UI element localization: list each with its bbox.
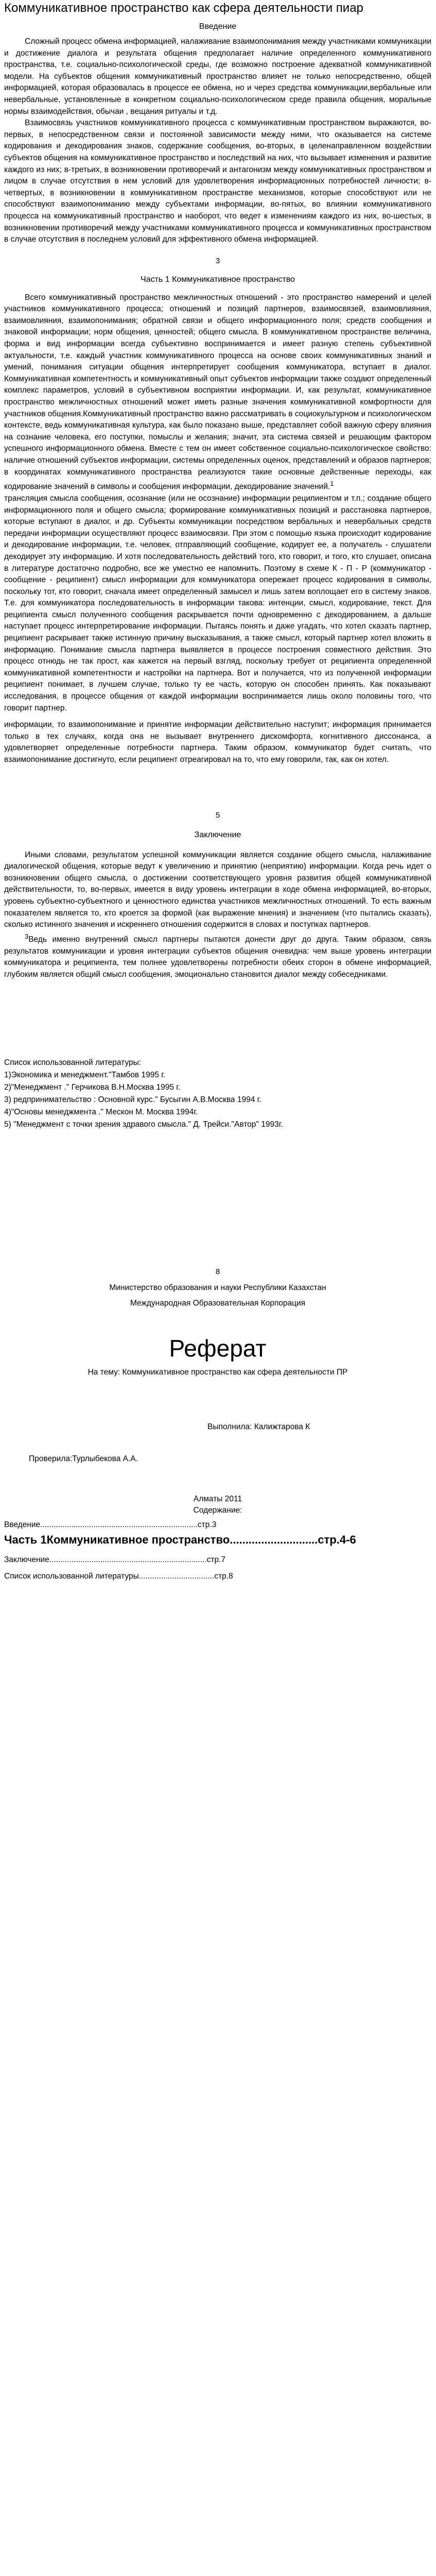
- ministry-line: Министерство образования и науки Республики Казахстан: [109, 1283, 326, 1293]
- university-line: Международная Образовательная Корпорация: [130, 1299, 306, 1308]
- conclusion-paragraph: Иными словами, результатом успешной коммуникации является создание общего смысла, налаживание диалогической общения, которые ведут к увеличению и принятию (неприятию) информации. Когда речь идет о возникновении общего смысла, о достижении соответствующего уровня развития общей коммуникативной действительности, то, во-первых, имеется в виду уровень интеграции в ходе обмена информацией, во-вторых, уровень субъектно-субъектного и ценностного единства участников межличностных отношений. То есть важным показателем является то, кто кроется за формой (как выражение мнения) и значением (что пытались сказать), сколько истинного значения и искреннего отношения содержится в словах и поступках партнеров.: [4, 850, 431, 929]
- reference-item: 3) редпринимательство : Основной курс." Бусыгин А.В.Москва 1994 г.: [4, 1095, 261, 1105]
- reference-item: 1)Экономика и менеджмент."Тамбов 1995 г.: [4, 1071, 166, 1080]
- intro-paragraph: Взаимосвязь участников коммуникативного процесса с коммуникативным пространством выражаются, во-первых, в непосредственном связи и постоянной зависимости между ними, что оказывается на системе кодирования и декодирования знаков, содержание сообщения, во-вторых, в целенаправленном воздействии субъектов общения на коммуникативное пространство и последствий на них, что вызывает изменения и развитие каждого из них; в-третьих, в возникновении противоречий и антагонизм между коммуникативных пространством и лицом в случае отсутствия в нем условий для удовлетворения информационных потребностей личности; в-четвертых, в возникновении в коммуникативном пространстве механизмов, которые способствуют или не способствуют взаимопониманию между субъектами информации, во-пятых, во влиянии коммуникативного процесса на коммуникативный пространство и наоборот, что ведет к изменениям каждого из них, во-шестых, в возникновении противоречий между участниками коммуникативного процесса и коммуникативных пространством в случае отсутствия в последнем условий для эффективного обмена информацией.: [4, 118, 431, 244]
- cover-topic: На тему: Коммуникативное пространство как сфера деятельности ПР: [88, 1368, 348, 1377]
- footnote-mark: 3: [25, 932, 29, 940]
- toc-entry: Введение.......................................................................стр.3: [4, 1520, 217, 1530]
- toc-entry-bold: Часть 1Коммуникативное пространство............................стр.4-6: [4, 1533, 356, 1547]
- toc-entry: Заключение.......................................................................стр.7: [4, 1555, 225, 1565]
- chapter1-paragraph: Всего коммуникативный пространство межличностных отношений - это пространство намерений и целей участников коммуникативного процесса; отношений и позиций партнеров, взаимосвязей, взаимовлияния, взаимовлияния, взаимопонимания; обратной связи и общего информационного поля; средств сообщения и знаковой информации; норм общения, ценностей; общего смысла. В коммуникативном пространстве величина, форма и вид информации всегда субъективно воспринимается и имеет разную степень субъективной актуальности, т.е. каждый участник коммуникативного процесса на основе своих коммуникативных знаний и умений, понимания ситуации общения интерпретирует сообщения коммуникатора, вступает в диалог. Коммуникативная компетентность и коммуникативный опыт субъектов информации также создают определенный комплекс параметров, условий в субъективном восприятии информации. И, как результат, коммуникативное пространство межличностных отношений может иметь разные значения коммуникативной комфортности для участников общения.Коммуникативный пространство важно рассматривать в социокультурном и психологическом контексте, ведь коммуникативная культура, как было показано выше, представляет собой важную сферу влияния на сознание человека, его поступки, помыслы и желания; значит, эта система связей и решающим фактором успешного информационного обмена. Вместе с тем он имеет собственное социально-психологическое свойство: наличие отношений субъектов информации, системы определенных оценок, представлений и образов партнеров; в координатах коммуникативного пространства реализуются такие основные действенные переходы, как кодирование значений в символы и сообщения информации, декодирование значений.$^1$: [4, 293, 431, 492]
- chapter1-heading: Часть 1 Коммуникативное пространство: [141, 275, 295, 284]
- intro-heading: Введение: [199, 22, 237, 31]
- city-year: Алматы 2011: [193, 1495, 242, 1504]
- chapter1-paragraph: трансляция смысла сообщения, осознание (или не осознание) информации реципиентом и т.п.; создание общего информационного поля и общего смысла; формирование коммуникативных позиций и расстановка партнеров, которые вступают в диалог, и др. Субъекты коммуникации посредством вербальных и невербальных средств передачи информации осуществляют процесс взаимосвязи. При этом с помощью языка происходит кодирование и декодирование информации, т.е. человек, отправляющий сообщение, кодирует ее, а получатель - слушатели декодирует эту информацию. И хотя последовательность действий того, кто говорит, и того, кто слушает, описана в литературе достаточно подробно, все же уместно ее напомнить. Поэтому в схеме К - П - Р (коммуникатор - сообщение - реципиент) смысл информации для коммуникатора опережает процесс кодирования в символы, поскольку тот, кто говорит, сначала имеет определенный замысел и лишь затем воплощает его в систему знаков. Т.е. для коммуникатора последовательность в информации такова: интенции, смысл, кодирование, текст. Для реципиента смысл полученного сообщения раскрывается почти одновременно с декодированием, а дальше наступает процесс интерпретирование информации. Пытаясь понять и даже угадать, что хотел сказать партнер, реципиент раскрывает также истинную причину высказывания, а также смысл, который партнер хотел вложить в информацию. Понимание смысла партнера выявляется в процессе построения совместного действия. Это процесс отнюдь не так прост, как кажется на первый взгляд, поскольку требует от реципиента определенной коммуникативной компетентности и настройки на партнера. Вот и получается, что из полученной информации реципиент понимает, в лучшем случае, только ту ее часть, которую он способен принять. Как показывают исследования, в процессе общения от каждой информации воспринимается лишь около половины того, что говорит партнер.: [4, 494, 431, 713]
- chapter1-paragraph: информации, то взаимопонимание и принятие информации действительно наступит; информация принимается только в тех случаях, когда она не вызывает внутреннего дискомфорта, когнитивного диссонанса, а удовлетворяет определенные потребности партнера. Таким образом, коммуникатор будет считать, что взаимопонимание достигнуто, если реципиент отреагировал на то, что ему говорили, так, как он хотел.: [4, 720, 431, 764]
- cover-title: Реферат: [169, 1335, 267, 1362]
- page-number: 8: [215, 1267, 220, 1277]
- toc-heading: Содержание:: [193, 1506, 242, 1515]
- references-heading: Список использованной литературы:: [4, 1058, 142, 1067]
- footnote-mark: 1: [330, 480, 334, 488]
- checked-by: Проверила:Турлыбекова А.А.: [29, 1454, 138, 1464]
- reference-item: 2)"Менеджмент ." Герчикова В.Н.Москва 1995 г.: [4, 1083, 181, 1092]
- conclusion-paragraph: $^3$Ведь именно внутренний смысл партнеры пытаются донести друг до друга. Таким образом, связь результатов коммуникации и уровня интеграции субъектов общения очевидна: чем выше уровень интеграции коммуникатора и реципиента, тем полнее удовлетворены потребности обеих сторон в обмене информацией, глубоким является общий смысл сообщения, эмоционально становится диалог между собеседниками.: [4, 932, 431, 979]
- document-body: [4, 22, 431, 1582]
- intro-paragraph: Сложный процесс обмена информацией, налаживание взаимопонимания между участниками коммуникации и достижение диалога и результата общения предполагает наличие определенного коммуникативного пространства, т.е. социально-психологической среды, где возможно построение адекватной коммуникативной модели. На субъектов общения коммуникативный пространство влияет не только непосредственно, общей информацией, которая образовалась в процессе ее обмена, но и через средства коммуникации,вербальные или невербальные, установленные в конкретном социально-психологическом среде правила общения, моральные нормы взаимодействия, обычаи , вещания ритуалы и т.д.: [4, 37, 431, 116]
- reference-item: 5) "Менеджмент с точки зрения здравого смысла." Д. Трейси."Автор" 1993г.: [4, 1120, 283, 1129]
- performed-by: Выполнила: Калижтарова К: [207, 1422, 310, 1432]
- page-number: 5: [215, 810, 220, 820]
- conclusion-heading: Заключение: [194, 830, 241, 839]
- page-number: 3: [215, 256, 220, 265]
- document-title: Коммуникативное пространство как сфера деятельности пиар: [4, 1, 363, 15]
- reference-item: 4)"Основы менеджмента ." Мескон М. Москва 1994г.: [4, 1108, 198, 1117]
- toc-entry: Список использованной литературы..................................стр.8: [4, 1572, 233, 1581]
